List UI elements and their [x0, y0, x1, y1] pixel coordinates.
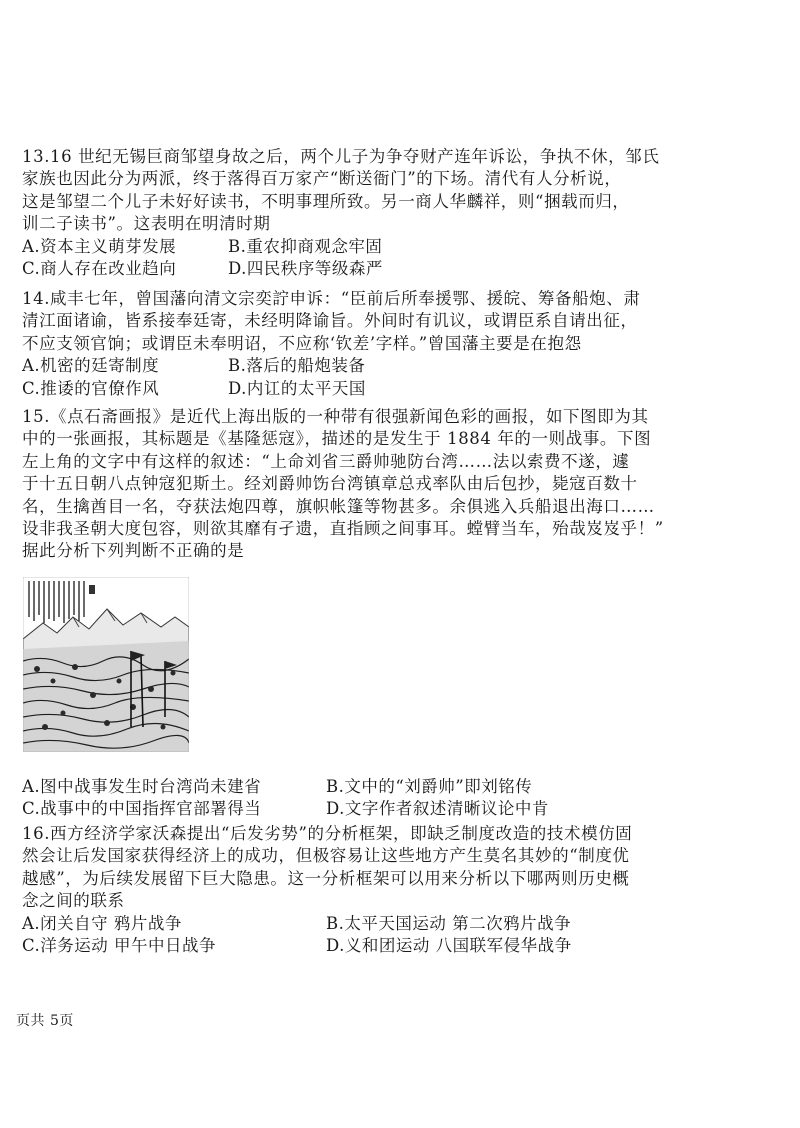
question-14-options-row [22, 378, 782, 400]
page-footer: 页共 5页 [16, 1013, 74, 1029]
question-13-line: 13.16 世纪无锡巨商邹望身故之后，两个儿子为争夺财产连年诉讼，争执不休，邹氏 [22, 147, 660, 166]
question-15-line: 名，生擒酋目一名，夺获法炮四尊，旗帜帐篷等物甚多。余俱逃入兵船退出海口…… [22, 496, 655, 516]
question-15-options-row [22, 776, 782, 798]
question-14-line: 不应支领官饷；或谓臣未奉明诏，不应称‘钦差’字样。”曾国藩主要是在抱怨 [22, 333, 582, 353]
question-16-line: 念之间的联系 [22, 891, 125, 911]
option-c: C.洋务运动 甲午中日战争 [22, 935, 217, 955]
question-16 [22, 823, 782, 957]
option-a: A.闭关自守 鸦片战争 [22, 913, 182, 933]
option-b: B.落后的船炮装备 [228, 356, 366, 376]
question-13-line: 这是邹望二个儿子未好好读书，不明事理所致。另一商人华麟祥，则“捆载而归， [22, 191, 630, 211]
question-16-options-row [22, 913, 782, 935]
question-13 [22, 146, 782, 280]
question-13-line: 训二子读书”。这表明在明清时期 [22, 214, 271, 234]
option-d: D.文字作者叙述清晰议论中肯 [326, 799, 549, 819]
question-15-line: 于十五日朝八点钟寇犯斯土。经刘爵帅饬台湾镇章总戎率队由后包抄，毙寇百数十 [22, 474, 638, 494]
option-d: D.四民秩序等级森严 [228, 258, 383, 278]
option-a: A.资本主义萌芽发展 [22, 236, 177, 256]
question-16-line: 然会让后发国家获得经济上的成功，但极容易让这些地方产生莫名其妙的“制度优 [22, 846, 630, 866]
question-14-options-row [22, 355, 782, 377]
option-c: C.战事中的中国指挥官部署得当 [22, 799, 262, 819]
option-d: D.内讧的太平天国 [228, 378, 366, 398]
question-16-line: 越感”，为后续发展留下巨大隐患。这一分析框架可以用来分析以下哪两则历史概 [22, 868, 630, 888]
option-a: A.图中战事发生时台湾尚未建省 [22, 777, 262, 796]
option-c: C.商人存在改业趋向 [22, 258, 177, 278]
question-15-line: 15.《点石斋画报》是近代上海出版的一种带有很强新闻色彩的画报，如下图即为其 [22, 407, 649, 426]
question-13-options-row [22, 258, 782, 280]
question-14-line: 14.咸丰七年，曾国藩向清文宗奕詝申诉：“臣前后所奉援鄂、援皖、筹备船炮、肃 [22, 289, 641, 308]
question-15-line: 中的一张画报，其标题是《基隆惩寇》，描述的是发生于 1884 年的一则战事。下图 [22, 429, 652, 449]
option-b: B.文中的“刘爵帅”即刘铭传 [326, 777, 533, 796]
option-d: D.义和团运动 八国联军侵华战争 [326, 935, 572, 955]
question-16-options-row [22, 935, 782, 957]
question-15-options [22, 776, 782, 821]
question-14-line: 清江面诸谕，皆系接奉廷寄，未经明降谕旨。外间时有讥议，或谓臣系自请出征， [22, 311, 638, 331]
option-b: B.重农抑商观念牢固 [228, 236, 383, 256]
option-a: A.机密的廷寄制度 [22, 356, 160, 376]
question-13-line: 家族也因此分为两派，终于落得百万家产“断送衙门”的下场。清代有人分析说， [22, 169, 622, 189]
question-15 [22, 406, 782, 563]
pictorial-illustration [23, 577, 189, 752]
option-c: C.推诿的官僚作风 [22, 378, 160, 398]
question-15-line: 设非我圣朝大度包容，则欲其靡有孑遗，直指顾之间事耳。螳臂当车，殆哉岌岌乎！” [22, 518, 664, 538]
question-13-options-row [22, 236, 782, 258]
question-14 [22, 288, 782, 400]
question-16-line: 16.西方经济学家沃森提出“后发劣势”的分析框架，即缺乏制度改造的技术模仿固 [22, 824, 633, 843]
option-b: B.太平天国运动 第二次鸦片战争 [326, 913, 572, 933]
question-15-line: 左上角的文字中有这样的叙述：“上命刘省三爵帅驰防台湾……法以索费不遂，遽 [22, 451, 630, 471]
question-15-line: 据此分析下列判断不正确的是 [22, 541, 245, 561]
question-15-options-row [22, 798, 782, 820]
